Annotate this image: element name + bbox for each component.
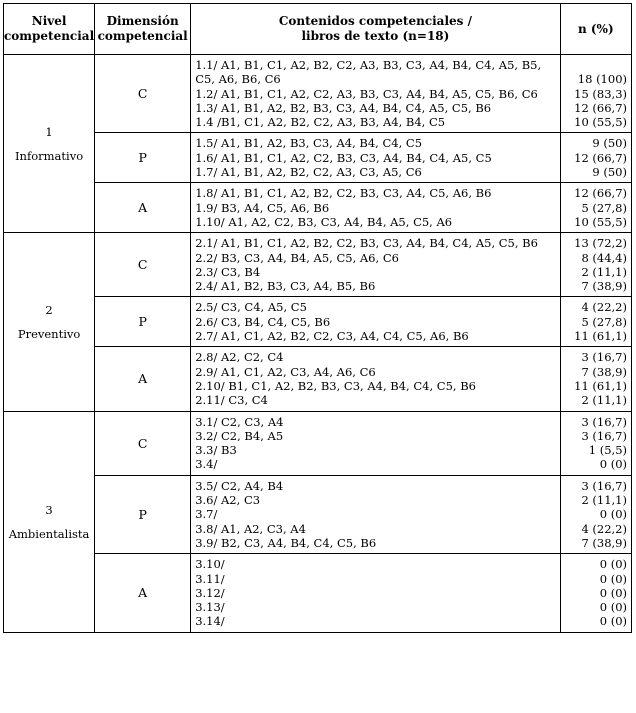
n-value: 2 (11,1) — [581, 393, 627, 408]
header-contenidos — [191, 4, 560, 55]
dimension-row — [4, 183, 632, 233]
contenidos-cell — [191, 55, 560, 133]
dimension-label: P — [95, 133, 191, 183]
contenido-line: 2.1/ A1, B1, C1, A2, B2, C2, B3, C3, A4, B4, C4, A5, C5, B6 — [195, 236, 538, 251]
n-value: 5 (27,8) — [581, 314, 627, 329]
dimension-label: A — [95, 554, 191, 632]
nivel-cell — [4, 233, 95, 411]
nivel-name: Ambientalista — [8, 526, 90, 541]
competencias-table — [3, 3, 632, 633]
n-value: 0 (0) — [599, 600, 627, 615]
nivel-number: 3 — [45, 502, 53, 517]
n-value: 4 (22,2) — [581, 300, 627, 315]
n-value: 2 (11,1) — [581, 493, 627, 508]
contenido-line: 3.10/ — [195, 557, 225, 572]
contenido-line: 1.5/ A1, B1, A2, B3, C3, A4, B4, C4, C5 — [195, 136, 423, 151]
contenido-line: 1.2/ A1, B1, C1, A2, C2, A3, B3, C3, A4, B4, A5, C5, B6, C6 — [195, 86, 538, 101]
n-value: 9 (50) — [592, 165, 627, 180]
contenido-line: 1.4 /B1, C1, A2, B2, C2, A3, B3, A4, B4, C5 — [195, 115, 446, 130]
n-value: 9 (50) — [592, 136, 627, 151]
contenido-line: 3.7/ — [195, 507, 218, 522]
contenido-line: 2.2/ B3, C3, A4, B4, A5, C5, A6, C6 — [195, 250, 399, 265]
dimension-row — [4, 554, 632, 632]
n-cell — [560, 347, 631, 411]
dimension-label: A — [95, 347, 191, 411]
contenido-line: 1.6/ A1, B1, C1, A2, C2, B3, C3, A4, B4, C4, A5, C5 — [195, 150, 492, 165]
header-nivel — [4, 4, 95, 55]
n-value: 11 (61,1) — [574, 329, 627, 344]
contenidos-cell — [191, 411, 560, 475]
contenido-line: 3.3/ B3 — [195, 443, 237, 458]
n-value: 7 (38,9) — [581, 279, 627, 294]
header-nivel-line-1: Nivel — [31, 14, 67, 28]
n-value: 3 (16,7) — [581, 350, 627, 365]
contenido-line: 2.4/ A1, B2, B3, C3, A4, B5, B6 — [195, 279, 376, 294]
contenido-line: 3.8/ A1, A2, C3, A4 — [195, 521, 306, 536]
n-value: 12 (66,7) — [574, 100, 627, 115]
n-value: 10 (55,5) — [574, 115, 627, 130]
n-value: 8 (44,4) — [581, 250, 627, 265]
nivel-number: 1 — [45, 124, 53, 139]
contenido-line: 1.3/ A1, B1, A2, B2, B3, C3, A4, B4, C4, A5, C5, B6 — [195, 100, 492, 115]
n-value: 7 (38,9) — [581, 364, 627, 379]
nivel-cell — [4, 55, 95, 233]
header-dimension-line-2: competencial — [97, 29, 188, 43]
n-cell — [560, 411, 631, 475]
dimension-label: C — [95, 411, 191, 475]
contenidos-cell — [191, 233, 560, 297]
n-value: 3 (16,7) — [581, 428, 627, 443]
contenido-line: 3.11/ — [195, 571, 225, 586]
n-value: 3 (16,7) — [581, 478, 627, 493]
dimension-label: A — [95, 183, 191, 233]
contenido-line: 1.10/ A1, A2, C2, B3, C3, A4, B4, A5, C5, A6 — [195, 214, 453, 229]
n-value: 0 (0) — [599, 557, 627, 572]
n-value: 0 (0) — [599, 585, 627, 600]
contenido-line: 3.6/ A2, C3 — [195, 493, 261, 508]
header-contenidos-line-2: libros de texto (n=18) — [301, 29, 450, 43]
n-value: 1 (5,5) — [588, 443, 627, 458]
n-value: 5 (27,8) — [581, 200, 627, 215]
contenidos-cell — [191, 347, 560, 411]
n-value: 2 (11,1) — [581, 264, 627, 279]
contenido-line: 2.10/ B1, C1, A2, B2, B3, C3, A4, B4, C4, C5, B6 — [195, 378, 476, 393]
dimension-row — [4, 347, 632, 411]
n-cell — [560, 475, 631, 553]
dimension-row — [4, 133, 632, 183]
contenido-line: 3.4/ — [195, 457, 218, 472]
n-cell — [560, 183, 631, 233]
n-value: 12 (66,7) — [574, 186, 627, 201]
dimension-row — [4, 233, 632, 297]
n-value: 15 (83,3) — [574, 86, 627, 101]
dimension-row — [4, 411, 632, 475]
contenido-line: 1.1/ A1, B1, C1, A2, B2, C2, A3, B3, C3, A4, B4, C4, A5, B5, — [195, 58, 542, 72]
contenidos-cell — [191, 133, 560, 183]
dimension-label: C — [95, 55, 191, 133]
n-value: 18 (100) — [577, 72, 627, 87]
n-value: 0 (0) — [599, 571, 627, 586]
contenido-line: 2.9/ A1, C1, A2, C3, A4, A6, C6 — [195, 364, 376, 379]
header-nivel-line-2: competencial — [4, 29, 95, 43]
dimension-row — [4, 55, 632, 133]
header-row — [4, 4, 632, 55]
contenido-line: 2.3/ C3, B4 — [195, 264, 261, 279]
n-value: 0 (0) — [599, 507, 627, 522]
contenido-line: 2.7/ A1, C1, A2, B2, C2, C3, A4, C4, C5, A6, B6 — [195, 329, 469, 344]
contenidos-cell — [191, 475, 560, 553]
header-dimension-line-1: Dimensión — [106, 14, 179, 28]
nivel-cell — [4, 411, 95, 632]
dimension-row — [4, 475, 632, 553]
n-cell — [560, 233, 631, 297]
nivel-number: 2 — [45, 302, 53, 317]
n-cell — [560, 297, 631, 347]
dimension-label: P — [95, 475, 191, 553]
contenido-line: 1.8/ A1, B1, C1, A2, B2, C2, B3, C3, A4, C5, A6, B6 — [195, 186, 492, 201]
contenido-line: 2.8/ A2, C2, C4 — [195, 350, 284, 365]
contenidos-cell — [191, 297, 560, 347]
contenido-line: 2.6/ C3, B4, C4, C5, B6 — [195, 314, 331, 329]
dimension-label: C — [95, 233, 191, 297]
n-cell — [560, 133, 631, 183]
n-value: 3 (16,7) — [581, 414, 627, 429]
table-body — [4, 55, 632, 633]
dimension-label: P — [95, 297, 191, 347]
n-cell — [560, 55, 631, 133]
contenido-line: 3.1/ C2, C3, A4 — [195, 414, 284, 429]
n-value: 10 (55,5) — [574, 214, 627, 229]
n-cell — [560, 554, 631, 632]
n-value: 13 (72,2) — [574, 236, 627, 251]
contenido-line: 3.14/ — [195, 614, 225, 629]
n-value: 0 (0) — [599, 457, 627, 472]
contenido-line: 3.5/ C2, A4, B4 — [195, 478, 284, 493]
contenido-line: 2.11/ C3, C4 — [195, 393, 268, 408]
n-value: 12 (66,7) — [574, 150, 627, 165]
contenido-line: 1.7/ A1, B1, A2, B2, C2, A3, C3, A5, C6 — [195, 165, 422, 180]
header-contenidos-line-1: Contenidos competenciales / — [278, 14, 472, 28]
n-value: 7 (38,9) — [581, 535, 627, 550]
contenido-line: C5, A6, B6, C6 — [195, 72, 281, 87]
nivel-name: Informativo — [15, 148, 84, 163]
dimension-row — [4, 297, 632, 347]
contenidos-cell — [191, 554, 560, 632]
contenido-line: 1.9/ B3, A4, C5, A6, B6 — [195, 200, 330, 215]
contenido-line: 3.2/ C2, B4, A5 — [195, 428, 284, 443]
contenido-line: 3.12/ — [195, 585, 225, 600]
n-value: 4 (22,2) — [581, 521, 627, 536]
contenido-line: 3.9/ B2, C3, A4, B4, C4, C5, B6 — [195, 535, 377, 550]
header-n: n (%) — [560, 4, 631, 55]
contenido-line: 3.13/ — [195, 600, 225, 615]
n-value: 11 (61,1) — [574, 378, 627, 393]
contenido-line: 2.5/ C3, C4, A5, C5 — [195, 300, 307, 315]
n-value: 0 (0) — [599, 614, 627, 629]
header-dimension — [95, 4, 191, 55]
contenidos-cell — [191, 183, 560, 233]
nivel-name: Preventivo — [17, 326, 81, 341]
n-value — [561, 58, 627, 72]
